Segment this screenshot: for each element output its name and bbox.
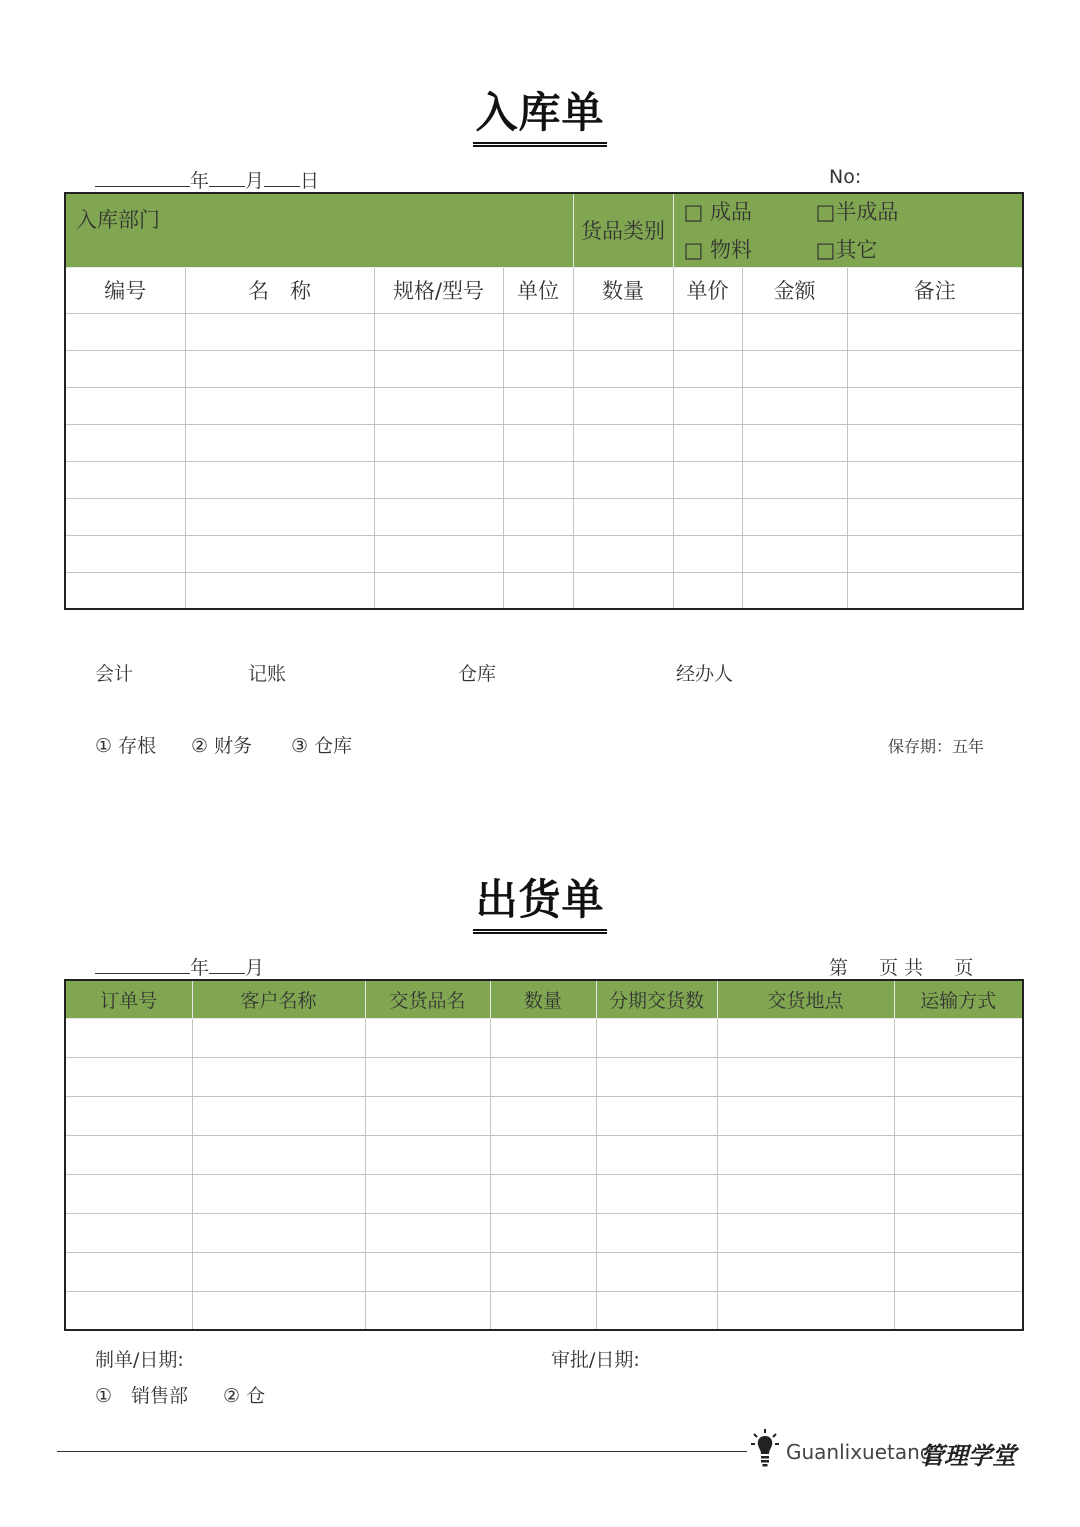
table-cell[interactable] bbox=[503, 461, 573, 498]
table-cell[interactable] bbox=[185, 461, 374, 498]
table-cell[interactable] bbox=[742, 350, 847, 387]
delivery-title: 出货单 bbox=[0, 875, 1080, 934]
table-row bbox=[65, 424, 1023, 461]
delivery-header-row bbox=[65, 980, 1023, 1018]
sign-bookkeeper: 记账 bbox=[248, 663, 287, 685]
table-cell[interactable] bbox=[503, 572, 573, 609]
table-cell[interactable] bbox=[573, 387, 673, 424]
table-cell[interactable] bbox=[65, 461, 185, 498]
table-cell[interactable] bbox=[65, 572, 185, 609]
table-cell[interactable] bbox=[65, 498, 185, 535]
table-cell[interactable] bbox=[742, 535, 847, 572]
table-cell[interactable] bbox=[365, 1174, 490, 1213]
col-header: 编号 bbox=[65, 267, 185, 313]
made-by-date: 制单/日期: bbox=[95, 1349, 184, 1371]
table-cell[interactable] bbox=[503, 535, 573, 572]
table-cell[interactable] bbox=[673, 535, 742, 572]
brand-name: Guanlixuetang bbox=[786, 1440, 933, 1464]
col-header: 数量 bbox=[490, 980, 596, 1018]
col-header: 运输方式 bbox=[894, 980, 1023, 1018]
category-label: 货品类别 bbox=[573, 193, 673, 267]
table-cell[interactable] bbox=[596, 1174, 717, 1213]
table-cell[interactable] bbox=[490, 1135, 596, 1174]
table-cell[interactable] bbox=[185, 535, 374, 572]
col-header: 分期交货数 bbox=[596, 980, 717, 1018]
table-cell[interactable] bbox=[490, 1252, 596, 1291]
table-cell[interactable] bbox=[742, 572, 847, 609]
table-cell[interactable] bbox=[573, 313, 673, 350]
table-cell[interactable] bbox=[374, 350, 503, 387]
col-header: 规格/型号 bbox=[374, 267, 503, 313]
col-header: 交货品名 bbox=[365, 980, 490, 1018]
receipt-date: 年 月 日 bbox=[95, 166, 319, 193]
lightbulb-icon bbox=[750, 1428, 780, 1468]
table-row bbox=[65, 387, 1023, 424]
table-cell[interactable] bbox=[192, 1135, 365, 1174]
table-row bbox=[65, 572, 1023, 609]
table-cell[interactable] bbox=[192, 1096, 365, 1135]
table-cell[interactable] bbox=[490, 1018, 596, 1057]
table-cell[interactable] bbox=[847, 535, 1023, 572]
receipt-title: 入库单 bbox=[0, 88, 1080, 147]
table-cell[interactable] bbox=[894, 1291, 1023, 1330]
table-cell[interactable] bbox=[192, 1174, 365, 1213]
table-row bbox=[65, 461, 1023, 498]
table-cell[interactable] bbox=[365, 1096, 490, 1135]
delivery-date: 年 月 bbox=[95, 953, 264, 980]
table-cell[interactable] bbox=[673, 498, 742, 535]
table-cell[interactable] bbox=[717, 1018, 894, 1057]
table-row bbox=[65, 350, 1023, 387]
table-cell[interactable] bbox=[596, 1291, 717, 1330]
table-cell[interactable] bbox=[717, 1096, 894, 1135]
table-cell[interactable] bbox=[573, 424, 673, 461]
table-cell[interactable] bbox=[490, 1096, 596, 1135]
table-cell[interactable] bbox=[503, 350, 573, 387]
table-cell[interactable] bbox=[673, 313, 742, 350]
page-indicator: 第 页 共 页 bbox=[829, 957, 974, 979]
table-cell[interactable] bbox=[742, 461, 847, 498]
brand-cn-name: 管理学堂 bbox=[920, 1441, 1016, 1470]
table-cell[interactable] bbox=[192, 1057, 365, 1096]
month-blank[interactable] bbox=[209, 168, 245, 187]
col-header: 订单号 bbox=[65, 980, 192, 1018]
table-row bbox=[65, 1174, 1023, 1213]
table-row bbox=[65, 1057, 1023, 1096]
table-cell[interactable] bbox=[192, 1018, 365, 1057]
table-cell[interactable] bbox=[490, 1291, 596, 1330]
table-cell[interactable] bbox=[503, 498, 573, 535]
table-cell[interactable] bbox=[185, 387, 374, 424]
col-header: 备注 bbox=[847, 267, 1023, 313]
table-cell[interactable] bbox=[596, 1135, 717, 1174]
table-row bbox=[65, 313, 1023, 350]
sign-accountant: 会计 bbox=[95, 663, 134, 685]
table-cell[interactable] bbox=[573, 572, 673, 609]
table-row bbox=[65, 1096, 1023, 1135]
table-cell[interactable] bbox=[673, 387, 742, 424]
table-cell[interactable] bbox=[192, 1252, 365, 1291]
table-cell[interactable] bbox=[573, 461, 673, 498]
table-cell[interactable] bbox=[503, 313, 573, 350]
table-cell[interactable] bbox=[717, 1213, 894, 1252]
table-row bbox=[65, 1291, 1023, 1330]
table-cell[interactable] bbox=[847, 313, 1023, 350]
table-cell[interactable] bbox=[673, 350, 742, 387]
copy-stub: ① 存根 bbox=[95, 735, 157, 757]
table-cell[interactable] bbox=[374, 313, 503, 350]
table-cell[interactable] bbox=[717, 1057, 894, 1096]
table-cell[interactable] bbox=[894, 1135, 1023, 1174]
table-cell[interactable] bbox=[742, 424, 847, 461]
option-other[interactable]: □其它 bbox=[815, 238, 878, 263]
table-cell[interactable] bbox=[673, 572, 742, 609]
table-cell[interactable] bbox=[573, 498, 673, 535]
sign-warehouse: 仓库 bbox=[458, 663, 497, 685]
table-row bbox=[65, 1252, 1023, 1291]
table-cell[interactable] bbox=[894, 1096, 1023, 1135]
table-cell[interactable] bbox=[185, 424, 374, 461]
table-cell[interactable] bbox=[717, 1291, 894, 1330]
table-cell[interactable] bbox=[65, 1291, 192, 1330]
table-cell[interactable] bbox=[717, 1252, 894, 1291]
table-cell[interactable] bbox=[365, 1291, 490, 1330]
copy-warehouse: ② 仓 bbox=[223, 1385, 266, 1407]
category-options bbox=[673, 193, 1023, 267]
table-cell[interactable] bbox=[503, 424, 573, 461]
table-cell[interactable] bbox=[65, 387, 185, 424]
dept-label: 入库部门 bbox=[76, 208, 160, 232]
retention-period: 保存期：五年 bbox=[888, 737, 985, 756]
table-cell[interactable] bbox=[673, 424, 742, 461]
table-cell[interactable] bbox=[365, 1135, 490, 1174]
table-cell[interactable] bbox=[65, 1096, 192, 1135]
option-semi-finished[interactable]: □半成品 bbox=[815, 200, 899, 225]
table-cell[interactable] bbox=[894, 1252, 1023, 1291]
table-cell[interactable] bbox=[596, 1252, 717, 1291]
col-header: 交货地点 bbox=[717, 980, 894, 1018]
table-cell[interactable] bbox=[847, 350, 1023, 387]
year-blank[interactable] bbox=[95, 168, 190, 187]
day-blank[interactable] bbox=[264, 168, 300, 187]
sign-handler: 经办人 bbox=[676, 663, 734, 685]
table-row bbox=[65, 1018, 1023, 1057]
table-cell[interactable] bbox=[185, 350, 374, 387]
table-cell[interactable] bbox=[847, 424, 1023, 461]
table-cell[interactable] bbox=[374, 498, 503, 535]
table-cell[interactable] bbox=[894, 1018, 1023, 1057]
table-cell[interactable] bbox=[365, 1018, 490, 1057]
table-cell[interactable] bbox=[847, 461, 1023, 498]
table-cell[interactable] bbox=[894, 1213, 1023, 1252]
table-cell[interactable] bbox=[596, 1057, 717, 1096]
table-cell[interactable] bbox=[596, 1018, 717, 1057]
table-cell[interactable] bbox=[374, 387, 503, 424]
table-cell[interactable] bbox=[185, 313, 374, 350]
table-cell[interactable] bbox=[185, 498, 374, 535]
receipt-no-label: No: bbox=[829, 166, 862, 188]
table-cell[interactable] bbox=[374, 572, 503, 609]
table-cell[interactable] bbox=[65, 1057, 192, 1096]
year-blank[interactable] bbox=[95, 955, 190, 974]
table-cell[interactable] bbox=[65, 535, 185, 572]
receipt-table bbox=[64, 192, 1024, 610]
table-cell[interactable] bbox=[65, 313, 185, 350]
month-blank[interactable] bbox=[209, 955, 245, 974]
table-cell[interactable] bbox=[65, 1213, 192, 1252]
table-cell[interactable] bbox=[717, 1174, 894, 1213]
table-cell[interactable] bbox=[596, 1096, 717, 1135]
table-cell[interactable] bbox=[192, 1213, 365, 1252]
table-cell[interactable] bbox=[374, 461, 503, 498]
table-cell[interactable] bbox=[490, 1213, 596, 1252]
table-cell[interactable] bbox=[847, 387, 1023, 424]
approved-by-date: 审批/日期: bbox=[551, 1349, 640, 1371]
table-cell[interactable] bbox=[374, 535, 503, 572]
col-header: 金额 bbox=[742, 267, 847, 313]
delivery-table bbox=[64, 979, 1024, 1331]
table-cell[interactable] bbox=[65, 350, 185, 387]
copy-finance: ② 财务 bbox=[191, 735, 253, 757]
table-row bbox=[65, 1213, 1023, 1252]
col-header: 数量 bbox=[573, 267, 673, 313]
table-cell[interactable] bbox=[365, 1213, 490, 1252]
table-cell[interactable] bbox=[192, 1291, 365, 1330]
col-header: 单位 bbox=[503, 267, 573, 313]
table-cell[interactable] bbox=[374, 424, 503, 461]
table-row bbox=[65, 498, 1023, 535]
table-row bbox=[65, 535, 1023, 572]
table-cell[interactable] bbox=[65, 1018, 192, 1057]
table-cell[interactable] bbox=[65, 1135, 192, 1174]
option-finished-goods[interactable]: □ 成品 bbox=[683, 200, 753, 225]
table-cell[interactable] bbox=[490, 1057, 596, 1096]
table-cell[interactable] bbox=[65, 424, 185, 461]
copy-warehouse: ③ 仓库 bbox=[291, 735, 353, 757]
table-cell[interactable] bbox=[596, 1213, 717, 1252]
table-cell[interactable] bbox=[847, 572, 1023, 609]
copy-sales: ① 销售部 bbox=[95, 1385, 189, 1407]
table-cell[interactable] bbox=[742, 313, 847, 350]
table-cell[interactable] bbox=[894, 1057, 1023, 1096]
table-cell[interactable] bbox=[573, 350, 673, 387]
table-cell[interactable] bbox=[503, 387, 573, 424]
table-cell[interactable] bbox=[365, 1252, 490, 1291]
table-cell[interactable] bbox=[65, 1252, 192, 1291]
table-cell[interactable] bbox=[742, 498, 847, 535]
col-header: 单价 bbox=[673, 267, 742, 313]
receipt-header-row bbox=[65, 267, 1023, 313]
table-cell[interactable] bbox=[717, 1135, 894, 1174]
col-header: 客户名称 bbox=[192, 980, 365, 1018]
table-cell[interactable] bbox=[573, 535, 673, 572]
table-cell[interactable] bbox=[673, 461, 742, 498]
footer-divider bbox=[57, 1451, 747, 1452]
table-cell[interactable] bbox=[65, 1174, 192, 1213]
table-cell[interactable] bbox=[185, 572, 374, 609]
option-material[interactable]: □ 物料 bbox=[683, 238, 753, 263]
table-cell[interactable] bbox=[847, 498, 1023, 535]
table-row bbox=[65, 1135, 1023, 1174]
dept-cell[interactable] bbox=[65, 193, 573, 267]
table-cell[interactable] bbox=[894, 1174, 1023, 1213]
table-cell[interactable] bbox=[742, 387, 847, 424]
col-header: 名 称 bbox=[185, 267, 374, 313]
table-cell[interactable] bbox=[365, 1057, 490, 1096]
table-cell[interactable] bbox=[490, 1174, 596, 1213]
